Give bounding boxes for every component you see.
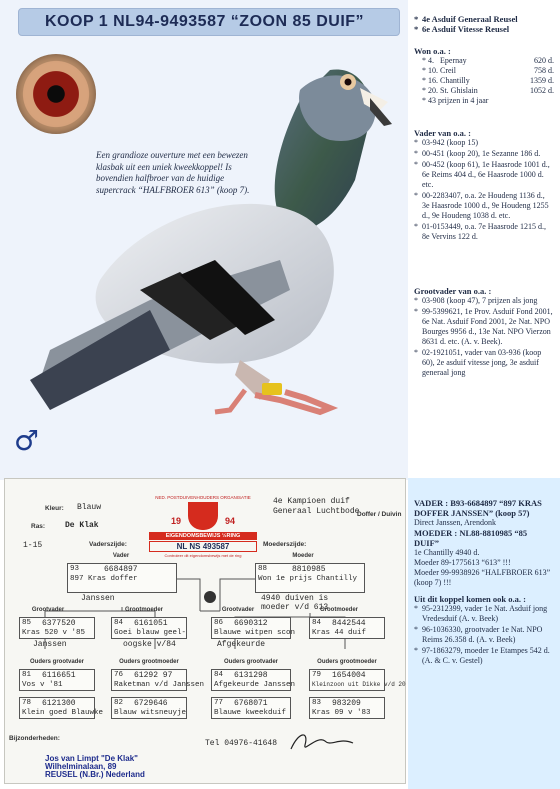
vader-heading: Vader van o.a. : — [414, 128, 471, 138]
koppel-item: * 96-1036330, grootvader 1e Nat. NPO Reims 26.358 d. (A. v. Beek) — [414, 625, 554, 645]
vader-item: * 01-0153449, o.a. 7e Haasrode 1215 d., 8e Vervins 122 d. — [414, 222, 554, 242]
won-list — [414, 56, 554, 106]
vaderszijde-label: Vaderszijde: — [89, 541, 127, 548]
gv1-box: 85 6377520 Kras 520 v '85 — [19, 617, 95, 639]
vader-item: * 00-452 (koop 61), 1e Haasrode 1001 d., 6e Reims 404 d., 6e Haasrode 1000 d. etc. — [414, 160, 554, 190]
kleur-label: Kleur: — [45, 505, 64, 512]
honours — [414, 14, 554, 34]
intro-text: Een grandioze ouverture met een bewezen klasbak uit een uniek kweekkoppel! Is bovendien halfbroer van de huidige supercrack “HALFBROER 613” (koop 7). — [96, 150, 250, 195]
ras-label: Ras: — [31, 523, 46, 530]
gv2-box: 86 6690312 Blauwe witpen scon — [211, 617, 291, 639]
ring-number: NL NS 493587 — [149, 541, 257, 552]
won-row: * 10. Creil 758 d. — [422, 66, 554, 75]
won-row: * 20. St. Ghislain 1052 d. — [422, 86, 554, 95]
o1-box: 81 6116651 Vos v '81 — [19, 669, 95, 691]
moeder-desc3: moeder v/d 613 — [261, 603, 329, 612]
o2-box: 78 6121300 Klein goed Blauwke — [19, 697, 95, 719]
ras-value: De Klak — [65, 521, 99, 530]
cert-title: 4e Kampioen duif — [273, 497, 350, 506]
moeder-line-3: Moeder 99-9938926 “HALFBROER 613” (koop 7) !!! — [414, 568, 551, 587]
gm2-label: Grootmoeder — [319, 607, 358, 613]
ouders-gv-label-2: Ouders grootvader — [223, 659, 278, 665]
ouders-gm-label-2: Ouders grootmoeder — [317, 659, 377, 665]
vader-box: 93 6684897 897 Kras doffer — [67, 563, 177, 593]
o6-box: 77 6768071 Blauwe kweekduif — [211, 697, 291, 719]
parents-section — [414, 498, 554, 667]
grootvader-section — [414, 286, 554, 379]
signature — [287, 727, 357, 757]
vader-section — [414, 128, 554, 243]
won-row: * 16. Chantilly 1359 d. — [422, 76, 554, 85]
page-title: KOOP 1 NL94-9493587 “ZOON 85 DUIF” — [45, 13, 365, 30]
gm1-box: 84 6161051 Goei blauw geel- — [111, 617, 187, 639]
owner-stamp: Jos van Limpt "De Klak" Wilhelminalaan, 89 REUSEL (N.Br.) Nederland — [45, 754, 145, 779]
cert-title-2: Generaal Luchtbode — [273, 507, 360, 516]
grootvader-item: * 02-1921051, vader van 03-936 (koop 60), 2e asduif vitesse jong, 3e asduif generaal jong — [414, 348, 554, 378]
won-row: * 4. Epernay 620 d. — [422, 56, 554, 65]
gv1-desc2: Janssen — [33, 640, 67, 649]
vader-desc2: Janssen — [81, 594, 115, 603]
kleur-value: Blauw — [77, 503, 102, 512]
moeder-desc2: 4940 duiven is — [261, 594, 329, 603]
doffer-label: Doffer / Duivin — [357, 511, 402, 518]
gv1-label: Grootvader — [31, 607, 65, 613]
pedigree-certificate — [4, 478, 406, 784]
o4-box: 82 6729646 Blauw witsneuyje — [111, 697, 187, 719]
o7-box: 79 1654004 Kleinzoon uit Dikke v/d 20 — [309, 669, 385, 691]
vader-line: VADER : B93-6684897 “897 KRAS DOFFER JANSSEN” (koop 57) — [414, 498, 542, 518]
honour-2: * 6e Asduif Vitesse Reusel — [414, 24, 510, 34]
o3-box: 76 61292 97 Raketman v/d Janssen — [111, 669, 187, 691]
gm1-label: Grootmoeder — [124, 607, 163, 613]
koppel-item: * 95-2312399, vader 1e Nat. Asduif jong Vredesduif (A. v. Beek) — [414, 604, 554, 624]
date-value: 1-15 — [23, 541, 43, 550]
moeder-line-1: 1e Chantilly 4940 d. — [414, 548, 480, 557]
vader-label: Vader — [112, 553, 130, 559]
gv2-label: Grootvader — [221, 607, 255, 613]
moeder-line: MOEDER : NL88-8810985 “85 DUIF” — [414, 528, 528, 548]
ouders-gv-label-1: Ouders grootvader — [29, 659, 84, 665]
vader-item: * 00-2283407, o.a. 2e Houdeng 1136 d., 3e Haasrode 1000 d., 9e Houdeng 1255 d., 9e Houdeng 1038 d. etc. — [414, 191, 554, 221]
vader-item: * 00-451 (koop 20), 1e Sezanne 186 d. — [414, 149, 554, 159]
o8-box: 83 983209 Kras 09 v '83 — [309, 697, 385, 719]
gm2-box: 84 8442544 Kras 44 duif — [309, 617, 385, 639]
grootvader-item: * 99-5399621, 1e Prov. Asduif Fond 2001, 6e Nat. Asduif Fond 2001, 2e Nat. NPO Bourges 9956 d., 13e Nat. NPO Vierzon 8631 d. etc. (A. v. Beek). — [414, 307, 554, 347]
moeder-line-2: Moeder 89-1775613 “613” !!! — [414, 558, 511, 567]
won-extra: * 43 prijzen in 4 jaar — [422, 96, 489, 105]
telephone: Tel 04976-41648 — [205, 739, 278, 748]
vader-sub: Direct Janssen, Arendonk — [414, 518, 496, 527]
pigeon-photo — [30, 50, 410, 450]
won-heading: Won o.a. : — [414, 46, 451, 56]
moeder-label: Moeder — [292, 553, 314, 559]
gm1-desc2: oogske v/84 — [123, 640, 176, 649]
grootvader-heading: Grootvader van o.a. : — [414, 286, 492, 296]
title-banner — [18, 8, 400, 36]
ring-seal: NED. POSTDUIVENHOUDERS ORGANISATIE 19 94 EIGENDOMSBEWIJS ½RING NL NS 493587 Controleer dit eigendomsbewijs met de ring — [149, 495, 257, 567]
koppel-heading: Uit dit koppel komen ook o.a. : — [414, 594, 526, 604]
vader-item: * 03-942 (koop 15) — [414, 138, 554, 148]
ouders-gm-label-1: Ouders grootmoeder — [119, 659, 179, 665]
male-symbol: ♂ — [14, 424, 40, 457]
honour-1: * 4e Asduif Generaal Reusel — [414, 14, 518, 24]
moeder-box: 88 8810985 Won 1e prijs Chantilly — [255, 563, 365, 593]
koppel-item: * 97-1863279, moeder 1e Etampes 542 d. (A. & C. v. Gestel) — [414, 646, 554, 666]
moederszijde-label: Moederszijde: — [263, 541, 307, 548]
won-section — [414, 46, 554, 106]
o5-box: 84 6131298 Afgekeurde Janssen — [211, 669, 291, 691]
gv2-desc2: Afgekeurde — [217, 640, 266, 649]
bijzonderheden-label: Bijzonderheden: — [9, 735, 60, 742]
grootvader-item: * 03-908 (koop 47), 7 prijzen als jong — [414, 296, 554, 306]
